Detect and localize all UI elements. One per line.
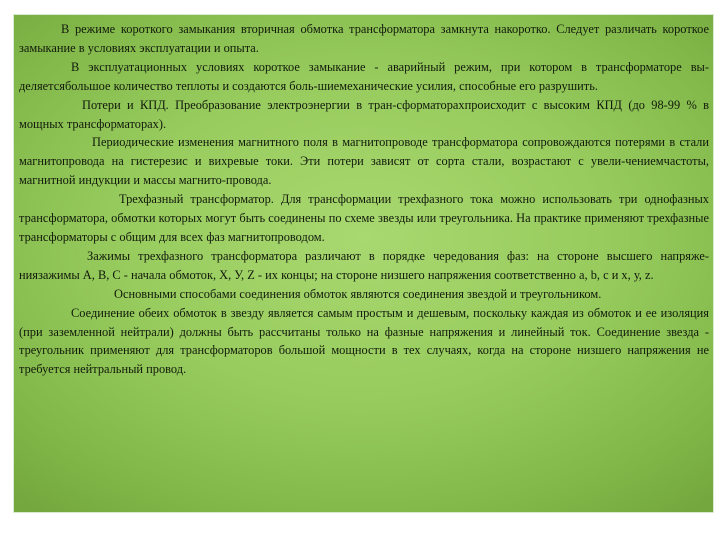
- paragraph-short-circuit-mode: В режиме короткого замыкания вторичная обмотка трансформатора замкнута накоротко. Следует различать короткое замыкание в условиях эксплуатации и опыта.: [19, 22, 709, 55]
- paragraph-terminals: Зажимы трехфазного трансформатора различают в порядке чередования фаз: на стороне высшего напряже-ниязажимы А, В, С - начала обмоток, X, У, Z - их концы; на стороне низшего напряжения соответственно a, b, с и х, у, z.: [19, 248, 709, 282]
- slide: [14, 15, 713, 512]
- paragraph-connection-methods: Основными способами соединения обмоток являются соединения звездой и треугольником.: [114, 286, 602, 301]
- paragraph-core-losses: Периодические изменения магнитного поля в магнитопроводе трансформатора сопровождаются потерями в стали магнитопровода на гистерезис и вихревые токи. Эти потери зависят от сорта стали, возрастают с увели-чениемчастоты, магнитной индукции и массы магнито-провода.: [19, 135, 709, 188]
- paragraph-three-phase-transformer: Трехфазный трансформатор. Для трансформации трехфазного тока можно использовать три однофазных трансформатора, обмотки которых могут быть соединены по схеме звезды или треугольника. На практике применяют трехфазные трансформаторы с общим для всех фаз магнитопроводом.: [19, 192, 709, 244]
- paragraph-operational-short-circuit: В эксплуатационных условиях короткое замыкание - аварийный режим, при котором в трансформаторе вы-деляетсябольшое количество теплоты и создаются боль-шиемеханические усилия, способные его разрушить.: [19, 59, 709, 93]
- paragraph-losses-efficiency: Потери и КПД. Преобразование электроэнергии в тран-сформаторахпроисходит с высоким КПД (до 98-99 % в мощных трансформаторах).: [19, 97, 709, 131]
- paragraph-star-connection: Соединение обеих обмоток в звезду является самым простым и дешевым, поскольку каждая из обмоток и ее изоляция (при заземленной нейтрали) должны быть рассчитаны только на фазные напряжения и линейный ток. Соединение звезда - треугольник применяют для трансформаторов большой мощности в тех случаях, когда на стороне низшего напряжения не требуется нейтральный провод.: [19, 305, 709, 377]
- slide-text-body: [19, 20, 709, 379]
